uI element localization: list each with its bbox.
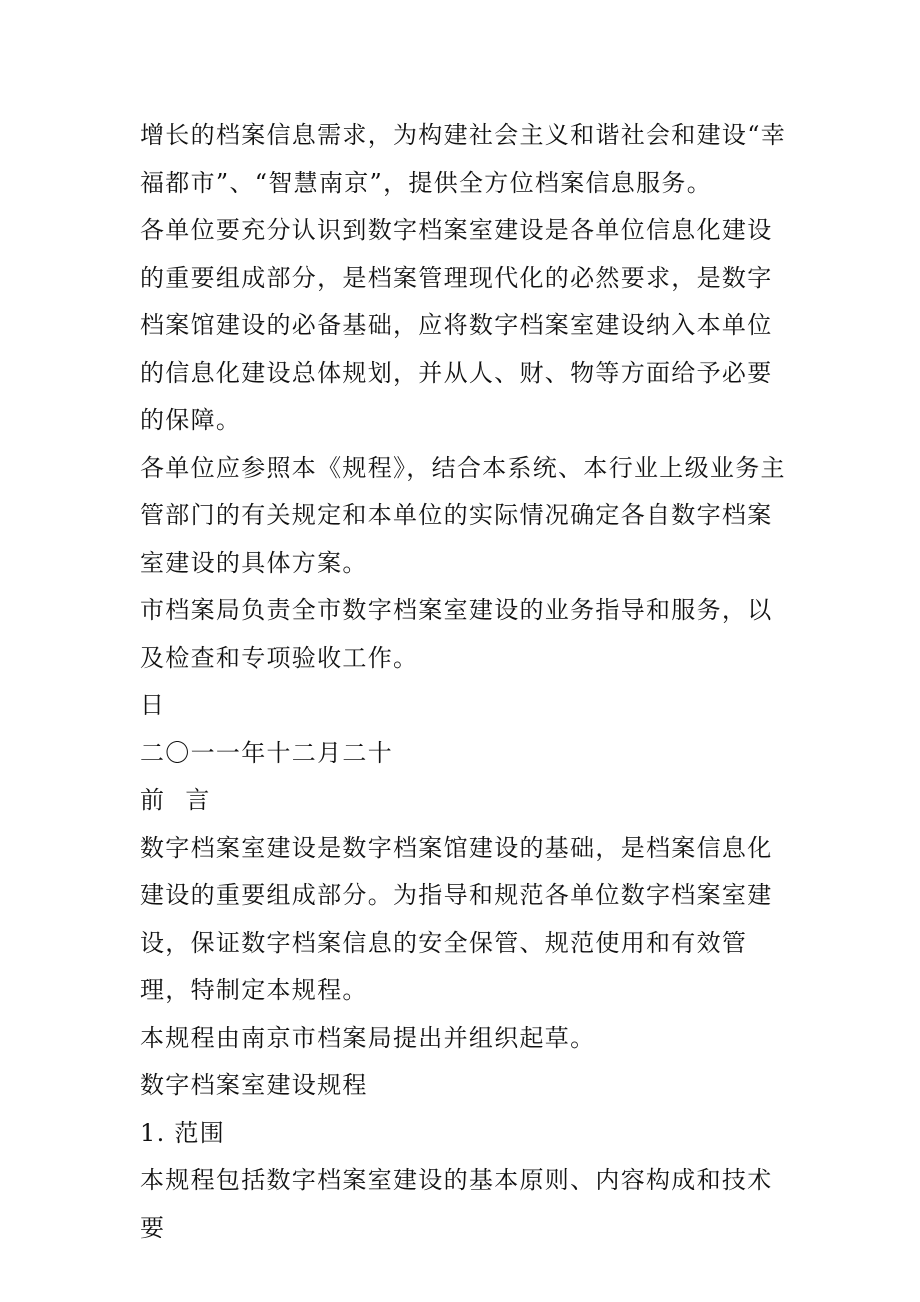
section-1-text: 本规程包括数字档案室建设的基本原则、内容构成和技术要 — [140, 1166, 773, 1242]
foreword-title-part1: 前 — [140, 786, 166, 814]
foreword-title — [140, 777, 790, 825]
date-day-fragment: 日 — [140, 691, 166, 719]
paragraph-importance: 各单位要充分认识到数字档案室建设是各单位信息化建设的重要组成部分，是档案管理现代化的必然要求，是数字档案馆建设的必备基础，应将数字档案室建设纳入本单位的信息化建设总体规划，并从人、财、物等方面给予必要的保障。 — [140, 216, 773, 434]
spec-title: 数字档案室建设规程 — [140, 1071, 368, 1099]
section-1-heading: 1. 范围 — [140, 1118, 226, 1147]
date-line: 二〇一一年十二月二十 — [140, 738, 393, 767]
foreword-title-part2: 言 — [185, 786, 211, 814]
paragraph-bureau-responsibility: 市档案局负责全市数字档案室建设的业务指导和服务，以及检查和专项验收工作。 — [140, 596, 773, 672]
foreword-paragraph-basis: 数字档案室建设是数字档案馆建设的基础，是档案信息化建设的重要组成部分。为指导和规范各单位数字档案室建设，保证数字档案信息的安全保管、规范使用和有效管理，特制定本规程。 — [140, 833, 773, 1004]
paragraph-archive-demand: 增长的档案信息需求，为构建社会主义和谐社会和建设“幸福都市”、“智慧南京”，提供全方位档案信息服务。 — [140, 121, 787, 197]
paragraph-reference-rules: 各单位应参照本《规程》，结合本系统、本行业上级业务主管部门的有关规定和本单位的实际情况确定各自数字档案室建设的具体方案。 — [140, 453, 786, 577]
document-body — [140, 112, 790, 1252]
foreword-paragraph-drafter: 本规程由南京市档案局提出并组织起草。 — [140, 1023, 596, 1052]
